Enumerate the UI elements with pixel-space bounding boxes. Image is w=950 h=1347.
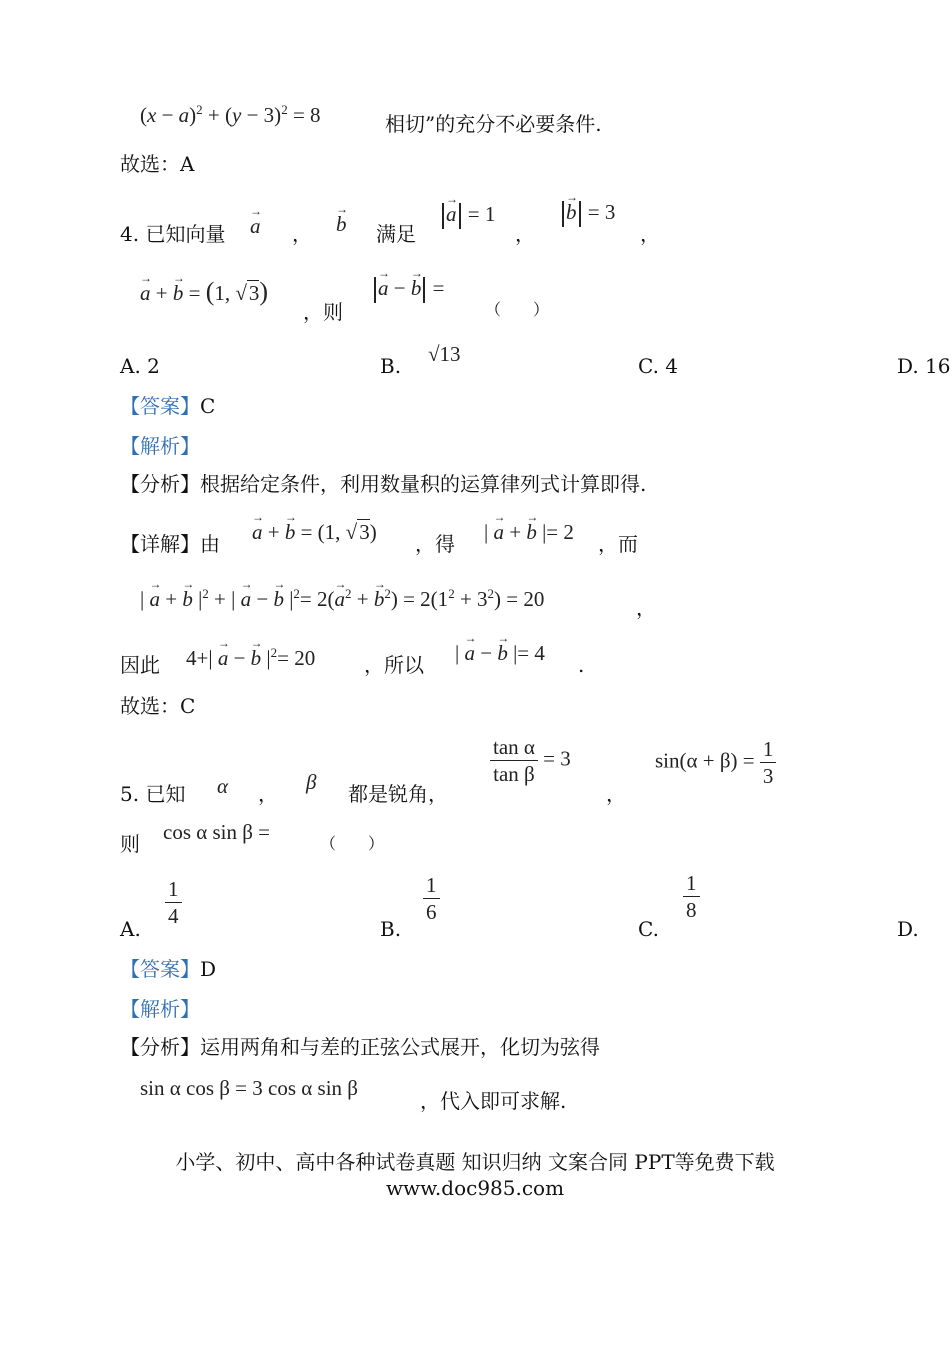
q4-option-d: D. 16: [897, 354, 950, 378]
q4-ask: → a − → b =: [372, 276, 444, 303]
q4-de: ，得: [415, 532, 455, 556]
q5-blank: （ ）: [320, 834, 385, 853]
q5-option-b-frac: $\frac{1}{6}$: [423, 872, 440, 925]
q4-vector-b: → b: [336, 212, 347, 236]
q5-option-d: D.: [897, 917, 919, 941]
q4-intro: 4. 已知向量: [120, 222, 226, 246]
q4-er: ，而: [598, 532, 638, 556]
q4-eq-abs: | → a + → b |= 2: [484, 520, 574, 544]
q5-acute: 都是锐角，: [348, 782, 448, 806]
q4-xiangjie-tag: 【详解】由: [120, 532, 220, 556]
q4-suoyi: ，所以: [364, 653, 424, 677]
q4-yinci: 因此: [120, 653, 160, 677]
q5-tan-ratio: $\frac{\text{tan α}}{\text{tan β}}$ = 3: [490, 734, 571, 787]
q5-beta: β: [306, 770, 317, 794]
q4-cond-b: → b = 3: [560, 200, 615, 227]
q4-comma-2: ，: [515, 222, 535, 246]
prev-tail-text: 相切”的充分不必要条件.: [385, 112, 602, 136]
q4-answer: 【答案】C: [120, 394, 216, 418]
q5-alpha: α: [217, 774, 229, 798]
q4-option-a: A. 2: [120, 354, 160, 378]
q5-analysis-tag: 【解析】: [120, 997, 200, 1021]
circle-equation: $(x - a)^2 + (y - 3)^2 = 8$: [140, 102, 321, 127]
q5-comma-2: ，: [606, 782, 626, 806]
q5-tail: ，代入即可求解.: [420, 1089, 567, 1113]
q5-option-c-frac: $\frac{1}{8}$: [683, 870, 700, 923]
q4-fenxi: 【分析】根据给定条件，利用数量积的运算律列式计算即得.: [120, 472, 647, 496]
q4-period: .: [578, 653, 585, 677]
q4-option-b-value: √13: [428, 342, 461, 366]
q5-ze: 则: [120, 832, 140, 856]
q4-satisfy: 满足: [376, 222, 416, 246]
q4-eq-long: | → a + → b $|^2$ + | → a − → b $|^2= 2(\to a^2$ + → $b^2) = 2(1^2 + 3^2) = 20$: [140, 582, 544, 611]
q4-sum-equation: → a + → b = (1, √3): [140, 280, 268, 305]
q5-answer: 【答案】D: [120, 957, 217, 981]
q4-comma-3: ，: [640, 222, 660, 246]
q4-cond-a: → a = 1: [440, 202, 495, 229]
q5-ask: cos α sin β =: [163, 820, 271, 844]
q5-option-a: A.: [120, 917, 141, 941]
q4-option-b-label: B.: [380, 354, 402, 378]
q5-option-b: B.: [380, 917, 402, 941]
q4-vector-a: → a: [250, 214, 261, 238]
footer-line-1: 小学、初中、高中各种试卷真题 知识归纳 文案合同 PPT等免费下载: [175, 1150, 775, 1174]
q5-option-a-frac: $\frac{1}{4}$: [165, 876, 182, 929]
q5-eq-expand: sin α cos β = 3 cos α sin β: [140, 1076, 358, 1100]
footer-url[interactable]: www.doc985.com: [385, 1176, 565, 1200]
q4-blank: （ ）: [485, 300, 550, 319]
q5-comma-1: ，: [258, 782, 278, 806]
q5-sin-sum: sin(α + β) = $\frac{1}{3}$: [655, 736, 776, 789]
prev-choose: 故选：A: [120, 152, 195, 176]
q4-eq-result: | → a − → b |= 4: [455, 641, 545, 665]
q5-intro: 5. 已知: [120, 782, 186, 806]
q4-eq-sum: → a + → b = (1, √3): [252, 520, 377, 544]
q4-comma-4: ，: [636, 596, 656, 620]
q4-choose: 故选：C: [120, 694, 196, 718]
q4-then: ，则: [303, 300, 343, 324]
q4-comma-1: ，: [292, 222, 312, 246]
q4-eq-4: 4+| → a − → b $|^2= 20$: [186, 641, 315, 670]
q4-analysis-tag: 【解析】: [120, 434, 200, 458]
q4-option-c: C. 4: [638, 354, 679, 378]
q5-fenxi: 【分析】运用两角和与差的正弦公式展开，化切为弦得: [120, 1035, 600, 1059]
q5-option-c: C.: [638, 917, 659, 941]
